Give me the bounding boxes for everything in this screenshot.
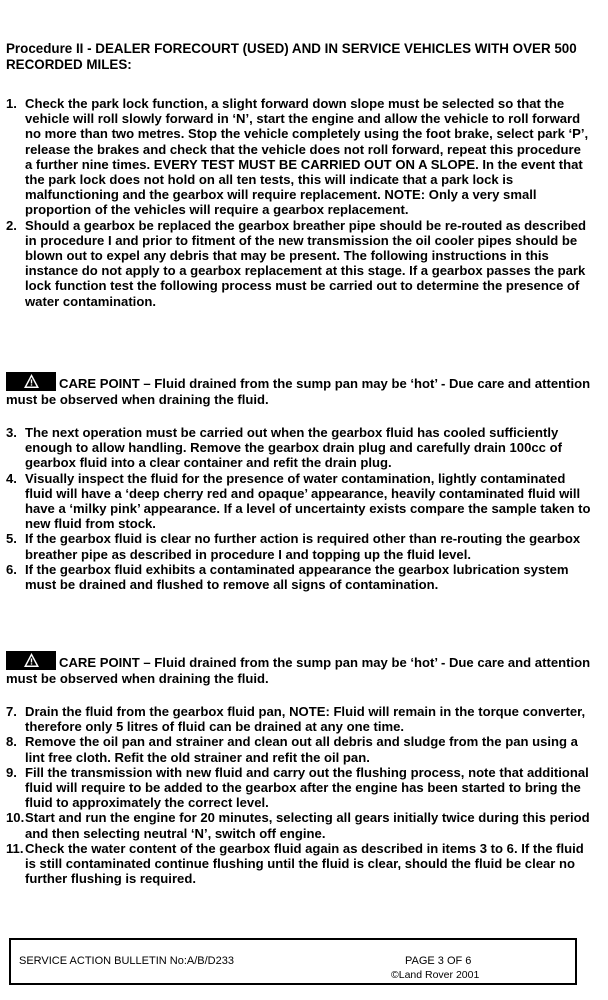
step-text: Check the water content of the gearbox fluid again as described in items 3 to 6. If the fluid is still contaminated continue flushing until the fluid is clear, should the fluid be clear no further flushing is required. <box>25 840 584 887</box>
steps-list-c <box>6 704 591 886</box>
bulletin-number: SERVICE ACTION BULLETIN No:A/B/D233 <box>19 955 234 967</box>
step-text: The next operation must be carried out when the gearbox fluid has cooled sufficiently enough to allow handling. Remove the gearbox drain plug and carefully drain 100cc of gearbox fluid into a clear container and refit the drain plug. <box>25 425 562 471</box>
step-text: Start and run the engine for 20 minutes, selecting all gears initially twice during this period and then selecting neutral ‘N’, switch off engine. <box>25 810 590 841</box>
step-text: Should a gearbox be replaced the gearbox breather pipe should be re-routed as described in procedure I and prior to fitment of the new transmission the oil cooler pipes should be blown out to expel any debris that may be present. The following instructions in this instance do not apply to a gearbox replacement at this stage. If a gearbox passes the park lock function test the following process must be carried out to determine the presence of water contamination. <box>25 217 586 309</box>
list-item <box>6 734 591 764</box>
steps-list-a <box>6 96 591 309</box>
step-number: 7. <box>6 704 17 719</box>
page-number: PAGE 3 OF 6 <box>405 955 472 967</box>
step-text: Check the park lock function, a slight forward down slope must be selected so that the vehicle will roll slowly forward in ‘N’, start the engine and allow the vehicle to roll forward no more than two metres. Stop the vehicle completely using the foot brake, select park ‘P’, release the brakes and check that the vehicle does not roll forward, repeat this procedure a further nine times. EVERY TEST MUST BE CARRIED OUT ON A SLOPE. In the event that the park lock does not hold on all ten tests, this will indicate that a park lock is malfunctioning and the gearbox will require replacement. NOTE: Only a very small proportion of the vehicles will require a gearbox replacement. <box>25 96 589 218</box>
steps-list-b <box>6 425 591 592</box>
copyright: ©Land Rover 2001 <box>391 969 480 981</box>
step-number: 4. <box>6 470 17 486</box>
list-item <box>6 218 591 309</box>
step-text: Remove the oil pan and strainer and clean out all debris and sludge from the pan using a lint free cloth. Refit the old strainer and refit the oil pan. <box>25 734 578 765</box>
step-text: Fill the transmission with new fluid and carry out the flushing process, note that additional fluid will require to be added to the gearbox after the engine has been started to bring the fluid to approximately the correct level. <box>25 764 589 811</box>
procedure-heading: Procedure II - DEALER FORECOURT (USED) AND IN SERVICE VEHICLES WITH OVER 500 RECORDED MILES: <box>6 41 577 72</box>
list-item <box>6 765 591 811</box>
list-item <box>6 531 591 561</box>
step-number: 8. <box>6 734 17 750</box>
step-number: 11. <box>6 840 24 856</box>
step-number: 10. <box>6 810 25 826</box>
step-number: 3. <box>6 425 17 440</box>
step-text: If the gearbox fluid is clear no further action is required other than re-routing the gearbox breather pipe as described in procedure I and topping up the fluid level. <box>25 531 581 562</box>
step-text: Drain the fluid from the gearbox fluid pan, NOTE: Fluid will remain in the torque converter, therefore only 5 litres of fluid can be drained at any one time. <box>25 704 586 735</box>
step-text: Visually inspect the fluid for the presence of water contamination, lightly contaminated fluid will have a ‘deep cherry red and opaque’ appearance, heavily contaminated fluid will have a ‘milky pink’ appearance. If a level of uncertainty exists compare the sample taken to new fluid from stock. <box>25 470 591 532</box>
list-item <box>6 96 591 218</box>
step-number: 1. <box>6 96 17 111</box>
warning-icon <box>6 372 56 391</box>
step-number: 9. <box>6 764 17 780</box>
list-item <box>6 471 591 532</box>
list-item <box>6 841 591 887</box>
care-point-text: CARE POINT – Fluid drained from the sump pan may be ‘hot’ - Due care and attention must be observed when draining the fluid. <box>6 376 591 407</box>
list-item <box>6 704 591 734</box>
care-point-2 <box>6 651 591 687</box>
list-item <box>6 562 591 592</box>
care-point-1 <box>6 372 591 408</box>
care-point-text: CARE POINT – Fluid drained from the sump pan may be ‘hot’ - Due care and attention must be observed when draining the fluid. <box>6 655 591 686</box>
list-item <box>6 810 591 840</box>
step-text: If the gearbox fluid exhibits a contaminated appearance the gearbox lubrication system must be drained and flushed to remove all signs of contamination. <box>25 561 569 593</box>
step-number: 5. <box>6 531 17 547</box>
step-number: 2. <box>6 217 17 233</box>
warning-icon <box>6 651 56 670</box>
list-item <box>6 425 591 471</box>
page-footer <box>9 938 577 985</box>
step-number: 6. <box>6 561 17 577</box>
